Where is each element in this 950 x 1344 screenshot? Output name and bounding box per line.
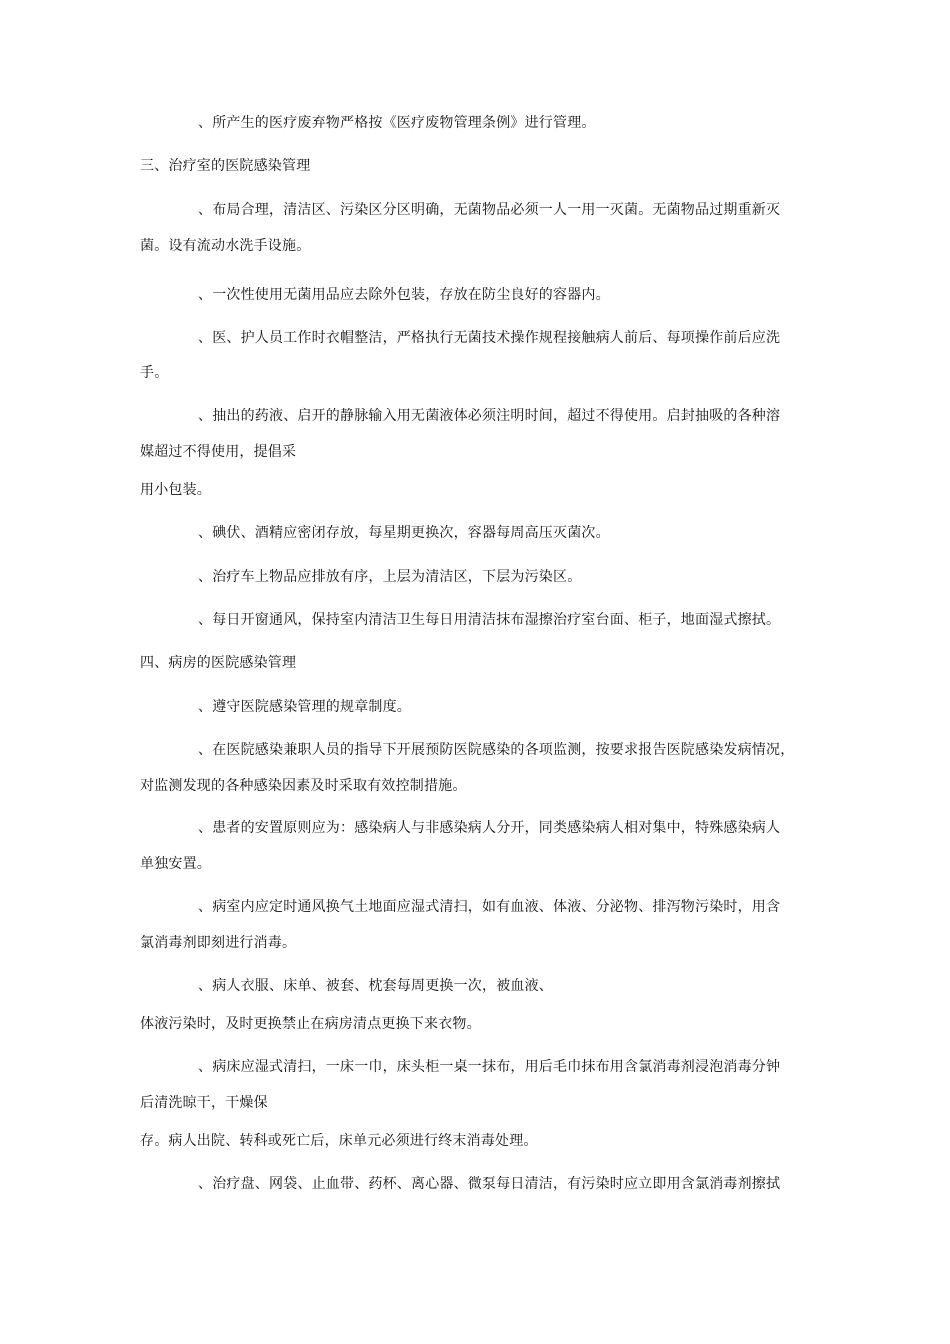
- text-line: 媒超过不得使用，提倡采: [140, 444, 297, 460]
- text-line: 对监测发现的各种感染因素及时采取有效控制措施。: [140, 778, 467, 794]
- text-line: 、一次性使用无菌用品应去除外包装，存放在防尘良好的容器内。: [198, 287, 610, 303]
- text-line: 、布局合理，清洁区、污染区分区明确，无菌物品必须一人一用一灭菌。无菌物品过期重新灭: [198, 202, 781, 218]
- section-heading: 四、病房的医院感染管理: [140, 655, 297, 671]
- text-line: 单独安置。: [140, 856, 211, 872]
- text-line: 、在医院感染兼职人员的指导下开展预防医院感染的各项监测，按要求报告医院感染发病情况，: [198, 742, 795, 758]
- text-line: 体液污染时，及时更换禁止在病房清点更换下来衣物。: [140, 1016, 481, 1032]
- text-line: 存。病人出院、转科或死亡后，床单元必须进行终末消毒处理。: [140, 1133, 538, 1149]
- text-line: 、病床应湿式清扫，一床一巾，床头柜一桌一抹布，用后毛巾抹布用含氯消毒剂浸泡消毒分钟: [198, 1059, 781, 1075]
- text-line: 、碘伏、酒精应密闭存放，每星期更换次，容器每周高压灭菌次。: [198, 525, 610, 541]
- text-line: 、每日开窗通风，保持室内清洁卫生每日用清洁抹布湿擦治疗室台面、柜子，地面湿式擦拭。: [198, 612, 781, 628]
- text-line: 、抽出的药液、启开的静脉输入用无菌液体必须注明时间，超过不得使用。启封抽吸的各种溶: [198, 408, 781, 424]
- text-line: 手。: [140, 365, 169, 381]
- text-line: 氯消毒剂即刻进行消毒。: [140, 935, 297, 951]
- text-line: 后清洗晾干，干燥保: [140, 1095, 268, 1111]
- text-line: 、所产生的医疗废弃物严格按《医疗废物管理条例》进行管理。: [198, 115, 596, 131]
- text-line: 、病人衣服、床单、被套、枕套每周更换一次，被血液、: [198, 978, 553, 994]
- text-line: 、患者的安置原则应为：感染病人与非感染病人分开，同类感染病人相对集中，特殊感染病人: [198, 820, 781, 836]
- text-line: 、治疗车上物品应排放有序，上层为清洁区，下层为污染区。: [198, 569, 582, 585]
- text-line: 菌。设有流动水洗手设施。: [140, 238, 311, 254]
- section-heading: 三、治疗室的医院感染管理: [140, 158, 311, 174]
- text-line: 、治疗盘、网袋、止血带、药杯、离心器、微泵每日清洁，有污染时应立即用含氯消毒剂擦拭: [198, 1176, 781, 1192]
- text-line: 用小包装。: [140, 482, 211, 498]
- text-line: 、病室内应定时通风换气土地面应湿式清扫，如有血液、体液、分泌物、排泻物污染时，用含: [198, 899, 781, 915]
- text-line: 、遵守医院感染管理的规章制度。: [198, 699, 411, 715]
- text-line: 、医、护人员工作时衣帽整洁，严格执行无菌技术操作规程接触病人前后、每项操作前后应洗: [198, 330, 781, 346]
